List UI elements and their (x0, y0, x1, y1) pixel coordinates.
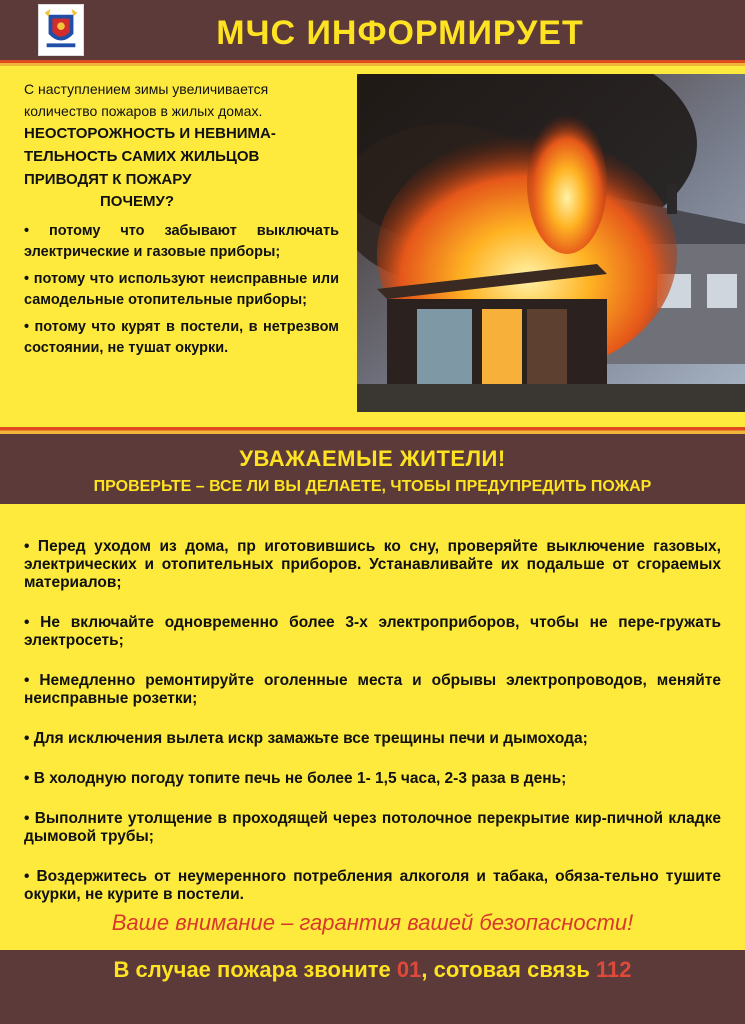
rule-item: • Перед уходом из дома, пр иготовившись ко сну, проверяйте выключение газовых, электрических и отопительных приборов. Устанавливайте их подальше от сгораемых материалов; (24, 538, 721, 591)
intro-caps-line: НЕОСТОРОЖНОСТЬ И НЕВНИМА- (24, 125, 276, 142)
intro-text-line: количество пожаров в жилых домах. (24, 103, 263, 119)
intro-section (24, 78, 339, 365)
intro-text-line: С наступлением зимы увеличивается (24, 81, 269, 97)
call-prefix: В случае пожара звоните (113, 957, 397, 982)
safety-slogan: Ваше внимание – гарантия вашей безопасности! (111, 910, 634, 935)
mobile-number: 112 (595, 957, 632, 982)
coat-of-arms-icon (38, 4, 84, 56)
intro-caps-line: ТЕЛЬНОСТЬ САМИХ ЖИЛЬЦОВ (24, 148, 260, 165)
middle-stripe (0, 427, 745, 434)
rule-item: • Для исключения вылета искр замажьте все трещины печи и дымохода; (24, 730, 588, 747)
rule-item: • Не включайте одновременно более 3-х электроприборов, чтобы не пере-гружать электросеть; (24, 614, 721, 649)
reason-item: • потому что забывают выключать электрические и газовые приборы; (24, 223, 339, 260)
rule-item: • Воздержитесь от неумеренного потребления алкоголя и табака, обяза-тельно тушите окурки, не курите в постели. (24, 868, 721, 903)
fire-number: 01 (396, 957, 422, 982)
rule-item: • В холодную погоду топите печь не более 1- 1,5 часа, 2-3 раза в день; (24, 770, 567, 787)
intro-caps-line: ПРИВОДЯТ К ПОЖАРУ (24, 171, 192, 188)
check-subheading: ПРОВЕРЬТЕ – ВСЕ ЛИ ВЫ ДЕЛАЕТЕ, ЧТОБЫ ПРЕДУПРЕДИТЬ ПОЖАР (93, 478, 652, 495)
header-band (0, 0, 745, 60)
why-heading: ПОЧЕМУ? (100, 193, 174, 210)
rule-item: • Выполните утолщение в проходящей через потолочное перекрытие кир-пичной кладке дымовой трубы; (24, 810, 721, 845)
rule-item: • Немедленно ремонтируйте оголенные места и обрывы электропроводов, меняйте неисправные розетки; (24, 672, 721, 707)
header-stripe (0, 60, 745, 66)
page-title: МЧС ИНФОРМИРУЕТ (216, 14, 584, 52)
reason-item: • потому что курят в постели, в нетрезвом состоянии, не тушат окурки. (24, 319, 339, 356)
rules-list (24, 538, 721, 926)
burning-house-photo (357, 74, 745, 412)
call-middle: , сотовая связь (421, 957, 596, 982)
reason-item: • потому что используют неисправные или самодельные отопительные приборы; (24, 271, 339, 308)
emergency-call-line (0, 957, 745, 983)
residents-heading: УВАЖАЕМЫЕ ЖИТЕЛИ! (239, 446, 506, 471)
